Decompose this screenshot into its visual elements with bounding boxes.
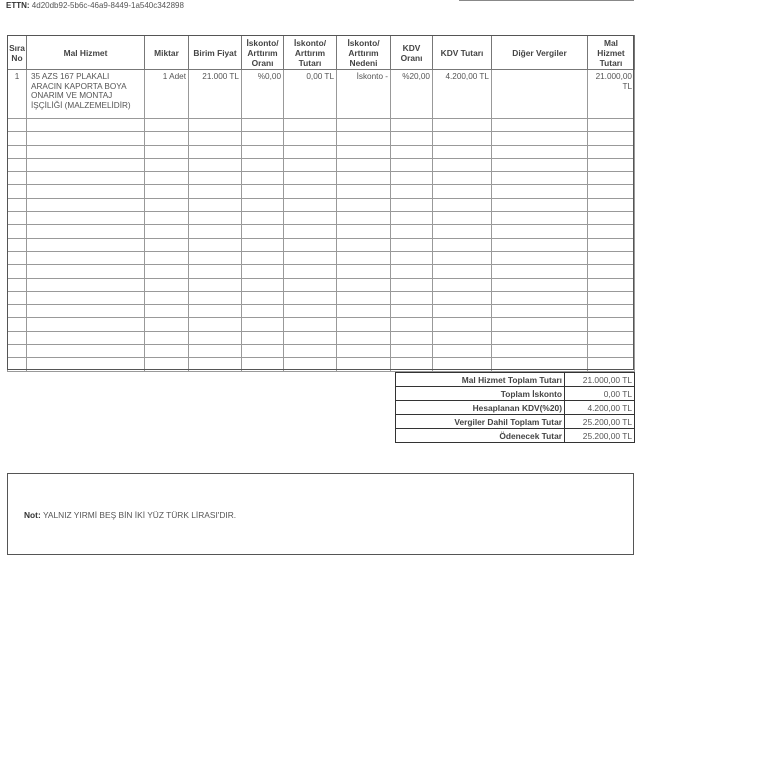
empty-cell [433,331,492,344]
empty-cell [27,345,145,358]
empty-cell [391,212,433,225]
empty-cell [189,145,242,158]
empty-cell [27,145,145,158]
empty-cell [242,345,284,358]
ettn-value: 4d20db92-5b6c-46a9-8449-1a540c342898 [31,1,184,10]
empty-cell [337,119,391,132]
empty-cell [284,145,337,158]
totals-row-toplam-iskonto [396,387,635,401]
empty-cell [27,212,145,225]
empty-cell [337,318,391,331]
cell-iskonto-nedeni: İskonto - [337,70,391,119]
empty-cell [189,278,242,291]
empty-cell [391,145,433,158]
header-birim-fiyat: Birim Fiyat [189,36,242,70]
empty-cell [145,145,189,158]
empty-cell [588,145,635,158]
note-line [24,510,236,520]
empty-cell [391,225,433,238]
empty-cell [588,305,635,318]
empty-cell [433,172,492,185]
header-iskonto-nedeni: İskonto/ Arttırım Nedeni [337,36,391,70]
empty-cell [492,185,588,198]
empty-cell [588,172,635,185]
empty-cell [27,185,145,198]
empty-row [8,119,635,132]
empty-cell [433,238,492,251]
cell-diger-vergiler [492,70,588,119]
empty-cell [433,185,492,198]
empty-cell [588,132,635,145]
empty-cell [391,238,433,251]
empty-cell [189,198,242,211]
empty-cell [433,145,492,158]
empty-row [8,291,635,304]
empty-cell [492,145,588,158]
totals-row-vergiler-dahil [396,415,635,429]
cell-birim-fiyat: 21.000 TL [189,70,242,119]
empty-cell [588,185,635,198]
empty-cell [433,291,492,304]
totals-value: 0,00 TL [565,387,635,401]
empty-cell [242,291,284,304]
totals-table [395,372,635,443]
empty-cell [391,345,433,358]
empty-cell [391,265,433,278]
empty-cell [242,119,284,132]
empty-cell [588,278,635,291]
empty-cell [492,318,588,331]
top-divider [459,0,634,1]
empty-cell [391,198,433,211]
totals-label: Vergiler Dahil Toplam Tutar [396,415,565,429]
empty-cell [492,198,588,211]
totals-row-mal-hizmet-toplam [396,373,635,387]
empty-cell [588,358,635,371]
header-iskonto-tutari: İskonto/ Arttırım Tutarı [284,36,337,70]
empty-cell [433,212,492,225]
empty-cell [242,358,284,371]
empty-cell [27,132,145,145]
empty-cell [8,119,27,132]
empty-cell [284,358,337,371]
empty-cell [391,185,433,198]
empty-cell [492,251,588,264]
empty-cell [284,265,337,278]
empty-cell [242,145,284,158]
empty-cell [189,225,242,238]
empty-cell [492,119,588,132]
empty-cell [337,278,391,291]
empty-cell [337,172,391,185]
empty-cell [242,172,284,185]
empty-cell [242,198,284,211]
empty-cell [27,358,145,371]
empty-cell [337,198,391,211]
empty-cell [284,278,337,291]
ettn-label: ETTN: [6,1,30,10]
empty-cell [242,278,284,291]
empty-cell [588,238,635,251]
empty-cell [433,318,492,331]
empty-cell [242,238,284,251]
empty-row [8,145,635,158]
empty-cell [433,198,492,211]
empty-cell [588,331,635,344]
empty-cell [27,305,145,318]
empty-cell [588,158,635,171]
empty-cell [189,305,242,318]
totals-row-odenecek [396,429,635,443]
empty-cell [27,198,145,211]
empty-cell [588,225,635,238]
empty-cell [242,331,284,344]
empty-cell [242,225,284,238]
empty-cell [337,305,391,318]
empty-cell [284,318,337,331]
empty-cell [27,238,145,251]
empty-row [8,318,635,331]
note-label: Not: [24,510,41,520]
empty-cell [27,331,145,344]
empty-row [8,331,635,344]
empty-cell [242,265,284,278]
empty-cell [284,291,337,304]
empty-cell [284,251,337,264]
empty-cell [337,251,391,264]
cell-miktar: 1 Adet [145,70,189,119]
empty-cell [8,225,27,238]
empty-cell [337,145,391,158]
empty-cell [27,251,145,264]
empty-cell [145,265,189,278]
empty-cell [337,265,391,278]
empty-cell [337,238,391,251]
empty-cell [337,225,391,238]
empty-cell [588,198,635,211]
empty-cell [8,145,27,158]
empty-cell [284,119,337,132]
empty-row [8,158,635,171]
empty-cell [337,212,391,225]
empty-cell [8,358,27,371]
empty-cell [27,225,145,238]
empty-cell [337,185,391,198]
empty-cell [242,318,284,331]
note-text: YALNIZ YIRMİ BEŞ BİN İKİ YÜZ TÜRK LİRASI'DIR. [42,510,237,520]
empty-cell [284,212,337,225]
empty-row [8,345,635,358]
empty-cell [145,172,189,185]
empty-cell [433,251,492,264]
empty-cell [27,158,145,171]
empty-cell [284,225,337,238]
empty-cell [391,291,433,304]
empty-row [8,132,635,145]
empty-cell [8,265,27,278]
empty-cell [189,172,242,185]
empty-cell [284,172,337,185]
header-kdv-orani: KDV Oranı [391,36,433,70]
empty-cell [189,265,242,278]
empty-cell [337,291,391,304]
empty-cell [492,358,588,371]
empty-cell [588,251,635,264]
empty-cell [27,172,145,185]
empty-cell [145,331,189,344]
empty-cell [391,158,433,171]
empty-cell [492,238,588,251]
empty-cell [284,238,337,251]
empty-cell [189,212,242,225]
empty-cell [145,238,189,251]
empty-cell [145,345,189,358]
empty-row [8,278,635,291]
empty-cell [145,318,189,331]
cell-kdv-orani: %20,00 [391,70,433,119]
empty-cell [492,265,588,278]
empty-cell [8,331,27,344]
empty-cell [492,158,588,171]
empty-cell [284,158,337,171]
empty-cell [337,158,391,171]
empty-row [8,305,635,318]
empty-row [8,225,635,238]
empty-cell [492,278,588,291]
empty-cell [189,185,242,198]
empty-cell [337,345,391,358]
header-mal-hizmet-tutari: Mal Hizmet Tutarı [588,36,635,70]
empty-cell [492,225,588,238]
empty-cell [8,291,27,304]
empty-cell [433,358,492,371]
empty-cell [8,305,27,318]
cell-sira: 1 [8,70,27,119]
empty-cell [145,158,189,171]
empty-cell [8,278,27,291]
empty-row [8,198,635,211]
empty-row [8,265,635,278]
empty-cell [391,251,433,264]
empty-cell [433,158,492,171]
empty-cell [391,358,433,371]
empty-cell [588,345,635,358]
empty-cell [588,265,635,278]
empty-cell [8,238,27,251]
empty-cell [145,132,189,145]
empty-cell [189,238,242,251]
empty-cell [8,172,27,185]
empty-cell [284,345,337,358]
empty-cell [145,305,189,318]
empty-cell [145,278,189,291]
empty-cell [284,132,337,145]
empty-cell [27,265,145,278]
table-row [8,70,635,119]
empty-cell [433,225,492,238]
empty-cell [492,345,588,358]
cell-iskonto-orani: %0,00 [242,70,284,119]
empty-cell [145,212,189,225]
empty-row [8,212,635,225]
empty-cell [391,132,433,145]
empty-cell [189,119,242,132]
empty-cell [8,158,27,171]
empty-cell [242,185,284,198]
empty-cell [8,251,27,264]
empty-cell [8,198,27,211]
empty-cell [337,331,391,344]
empty-cell [189,331,242,344]
empty-cell [391,318,433,331]
empty-cell [8,345,27,358]
empty-cell [492,172,588,185]
totals-value: 25.200,00 TL [565,415,635,429]
items-table [7,35,635,372]
empty-cell [8,185,27,198]
empty-cell [588,318,635,331]
empty-cell [284,331,337,344]
totals-value: 25.200,00 TL [565,429,635,443]
totals-label: Mal Hizmet Toplam Tutarı [396,373,565,387]
totals-row-hesaplanan-kdv [396,401,635,415]
empty-cell [588,291,635,304]
empty-cell [391,305,433,318]
empty-cell [588,119,635,132]
empty-row [8,172,635,185]
ettn-line [6,1,184,10]
empty-cell [27,278,145,291]
empty-row [8,185,635,198]
empty-cell [284,185,337,198]
empty-cell [391,119,433,132]
empty-cell [145,119,189,132]
totals-label: Ödenecek Tutar [396,429,565,443]
empty-cell [8,132,27,145]
empty-cell [337,358,391,371]
empty-row [8,238,635,251]
note-box [7,473,634,555]
empty-cell [337,132,391,145]
empty-cell [189,345,242,358]
cell-mal-hizmet: 35 AZS 167 PLAKALI ARACIN KAPORTA BOYA ONARIM VE MONTAJ İŞÇİLİĞİ (MALZEMELİDİR) [27,70,145,119]
items-header-row [8,36,635,70]
cell-kdv-tutari: 4.200,00 TL [433,70,492,119]
empty-cell [492,212,588,225]
empty-cell [145,358,189,371]
empty-cell [189,358,242,371]
empty-cell [433,345,492,358]
empty-cell [391,278,433,291]
empty-cell [492,132,588,145]
empty-cell [284,198,337,211]
empty-cell [433,132,492,145]
empty-cell [27,291,145,304]
cell-mal-hizmet-tutari: 21.000,00 TL [588,70,635,119]
empty-cell [27,119,145,132]
empty-cell [8,212,27,225]
empty-cell [189,291,242,304]
empty-row [8,251,635,264]
empty-cell [189,132,242,145]
empty-cell [189,318,242,331]
empty-cell [145,251,189,264]
header-diger-vergiler: Diğer Vergiler [492,36,588,70]
empty-cell [391,331,433,344]
header-mal-hizmet: Mal Hizmet [27,36,145,70]
empty-cell [242,305,284,318]
empty-cell [145,185,189,198]
empty-row [8,358,635,371]
empty-cell [145,291,189,304]
totals-label: Toplam İskonto [396,387,565,401]
empty-cell [242,251,284,264]
empty-cell [433,305,492,318]
header-sira-no: Sıra No [8,36,27,70]
header-kdv-tutari: KDV Tutarı [433,36,492,70]
empty-cell [242,212,284,225]
empty-cell [433,119,492,132]
totals-value: 4.200,00 TL [565,401,635,415]
empty-cell [391,172,433,185]
empty-cell [145,198,189,211]
empty-cell [588,212,635,225]
empty-cell [8,318,27,331]
empty-cell [189,158,242,171]
empty-cell [242,132,284,145]
totals-label: Hesaplanan KDV(%20) [396,401,565,415]
empty-cell [433,278,492,291]
empty-cell [492,305,588,318]
empty-cell [492,331,588,344]
header-miktar: Miktar [145,36,189,70]
totals-value: 21.000,00 TL [565,373,635,387]
header-iskonto-orani: İskonto/ Arttırım Oranı [242,36,284,70]
empty-cell [242,158,284,171]
empty-cell [433,265,492,278]
empty-cell [145,225,189,238]
empty-cell [27,318,145,331]
empty-cell [189,251,242,264]
empty-cell [284,305,337,318]
empty-cell [492,291,588,304]
cell-iskonto-tutari: 0,00 TL [284,70,337,119]
